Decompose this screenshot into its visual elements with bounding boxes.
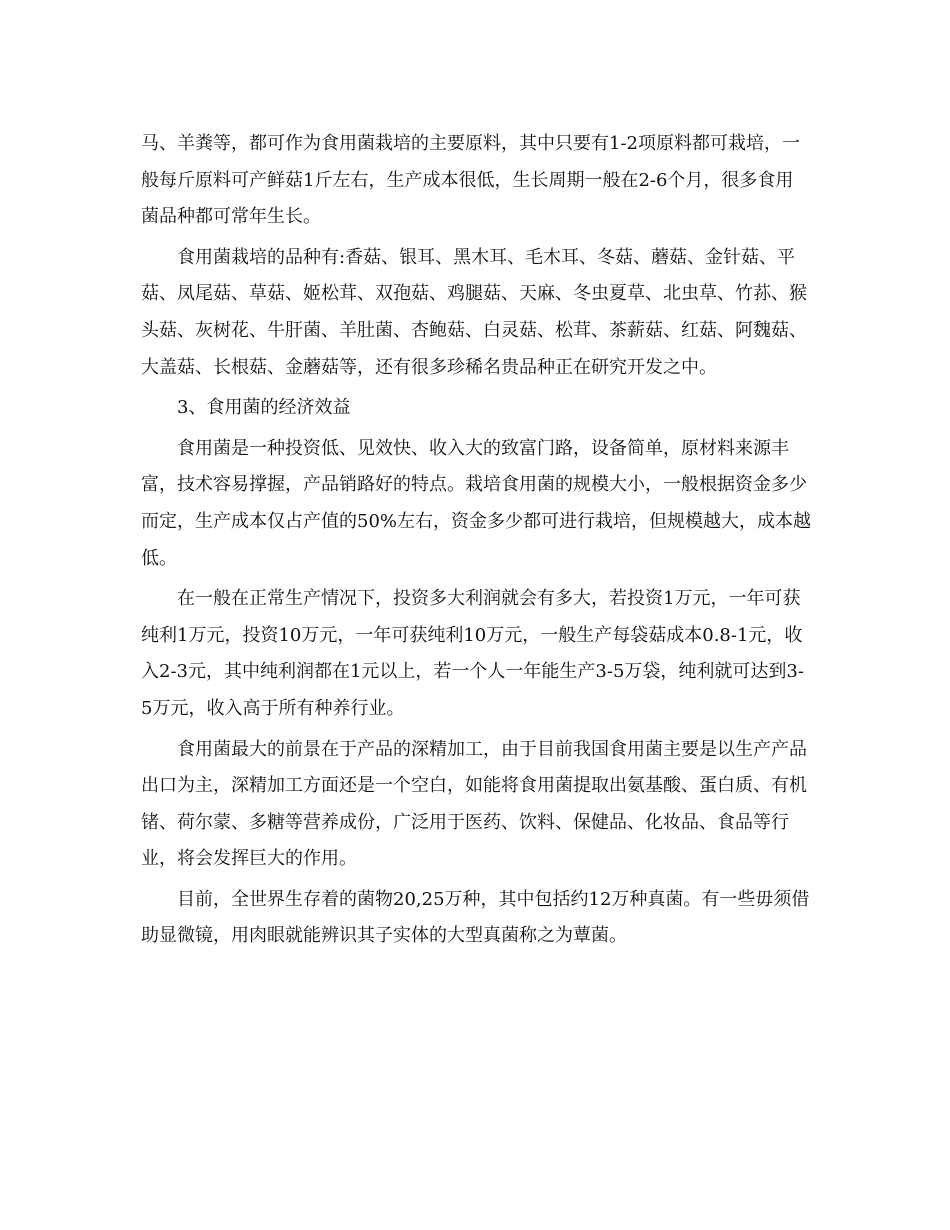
paragraph-varieties: 食用菌栽培的品种有:香菇、银耳、黑木耳、毛木耳、冬菇、蘑菇、金针菇、平菇、凤尾菇、草菇、姬松茸、双孢菇、鸡腿菇、天麻、冬虫夏草、北虫草、竹荪、猴头菇、灰树花、牛肝菌、羊肚菌、杏鲍菇、白灵菇、松茸、茶薪菇、红菇、阿魏菇、大盖菇、长根菇、金蘑菇等，还有很多珍稀名贵品种正在研究开发之中。 <box>141 246 807 378</box>
paragraph-raw-materials: 马、羊粪等，都可作为食用菌栽培的主要原料，其中只要有1-2项原料都可栽培，一般每斤原料可产鲜菇1斤左右，生产成本很低，生长周期一般在2-6个月，很多食用菌品种都可常年生长。 <box>141 133 800 228</box>
paragraph-profit-estimate: 在一般在正常生产情况下，投资多大利润就会有多大，若投资1万元，一年可获纯利1万元，投资10万元，一年可获纯利10万元，一般生产每袋菇成本0.8-1元，收入2-3元，其中纯利润都在1元以上，若一个人一年能生产3-5万袋，纯利就可达到3-5万元，收入高于所有种养行业。 <box>141 588 804 719</box>
paragraph-fungi-count: 目前，全世界生存着的菌物20,25万种，其中包括约12万种真菌。有一些毋须借助显微镜，用肉眼就能辨识其子实体的大型真菌称之为蕈菌。 <box>141 888 810 947</box>
paragraph-deep-processing: 食用菌最大的前景在于产品的深精加工，由于目前我国食用菌主要是以生产产品出口为主，深精加工方面还是一个空白，如能将食用菌提取出氨基酸、蛋白质、有机锗、荷尔蒙、多糖等营养成份，广泛用于医药、饮料、保健品、化妆品、食品等行业，将会发挥巨大的作用。 <box>141 738 807 870</box>
paragraph-investment-features: 食用菌是一种投资低、见效快、收入大的致富门路，设备简单，原材料来源丰富，技术容易撑握，产品销路好的特点。栽培食用菌的规模大小，一般根据资金多少而定，生产成本仅占产值的50%左右，资金多少都可进行栽培，但规模越大，成本越低。 <box>141 437 812 569</box>
document-body <box>141 126 811 959</box>
section-heading-economic-benefits: 3、食用菌的经济效益 <box>177 397 351 419</box>
